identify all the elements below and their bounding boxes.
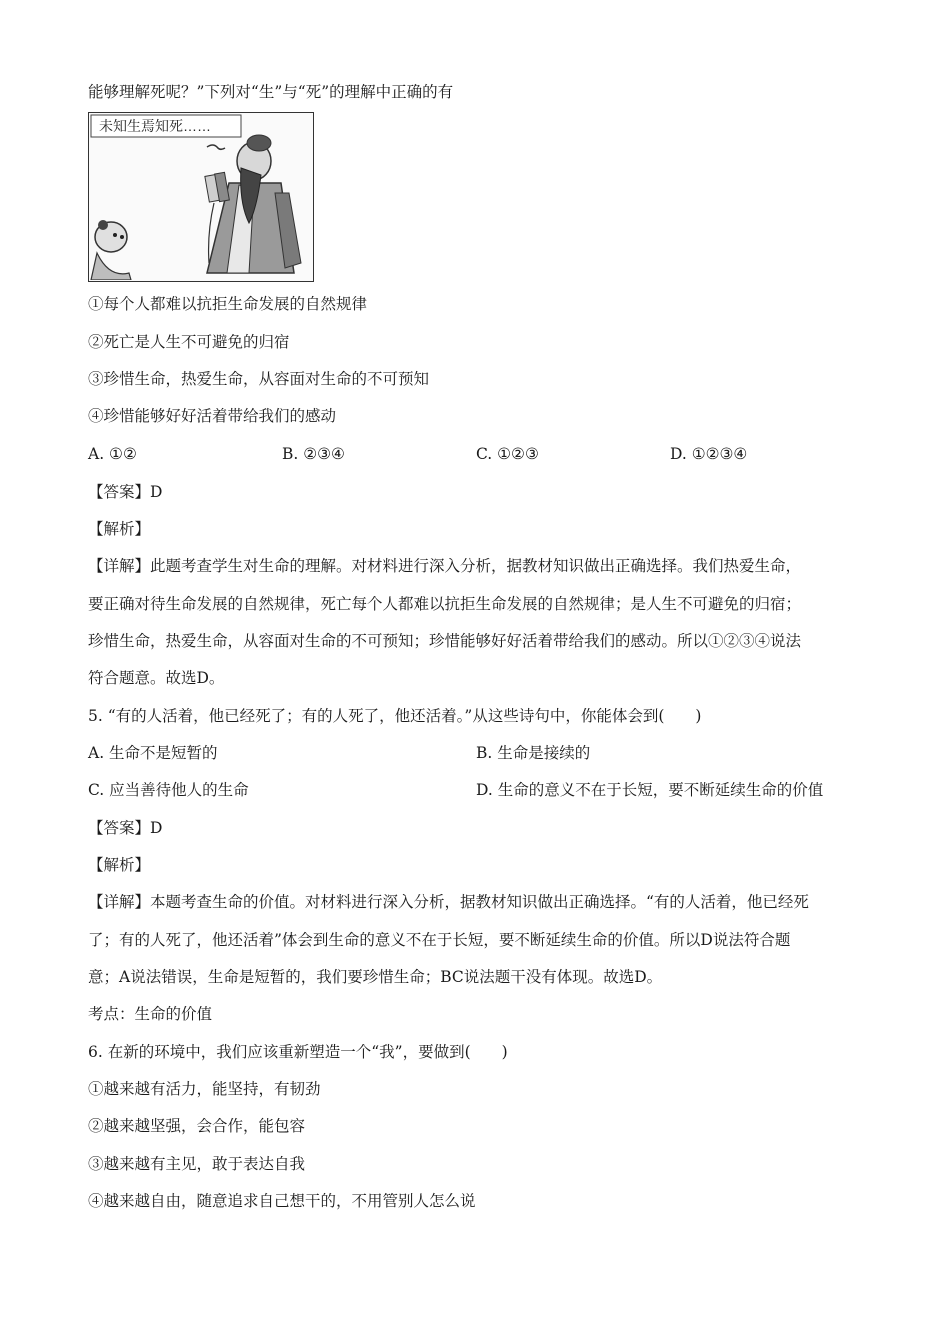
statement-4: ④越来越自由，随意追求自己想干的，不用管别人怎么说 — [88, 1192, 476, 1210]
statement-2: ②越来越坚强，会合作，能包容 — [88, 1117, 306, 1135]
option-b: B. 生命是接续的 — [476, 744, 591, 762]
option-c: C. ①②③ — [476, 445, 539, 463]
detail-line: 【详解】此题考查学生对生命的理解。对材料进行深入分析，据教材知识做出正确选择。我们热爱生命， — [88, 557, 802, 575]
detail-line: 要正确对待生命发展的自然规律，死亡每个人都难以抗拒生命发展的自然规律；是人生不可避免的归宿； — [88, 595, 802, 613]
statement-3: ③珍惜生命，热爱生命，从容面对生命的不可预知 — [88, 370, 430, 388]
question-6-stem: 6. 在新的环境中，我们应该重新塑造一个“我”，要做到( ) — [88, 1043, 508, 1061]
detail-line: 珍惜生命，热爱生命，从容面对生命的不可预知；珍惜能够好好活着带给我们的感动。所以①②③④说法 — [88, 632, 802, 650]
statement-1: ①每个人都难以抗拒生命发展的自然规律 — [88, 295, 368, 313]
analysis-label: 【解析】 — [88, 520, 151, 538]
answer-label: 【答案】D — [88, 819, 163, 837]
option-a: A. 生命不是短暂的 — [88, 744, 218, 762]
detail-line: 了；有的人死了，他还活着”体会到生命的意义不在于长短，要不断延续生命的价值。所以D说法符合题 — [88, 931, 791, 949]
statement-4: ④珍惜能够好好活着带给我们的感动 — [88, 407, 337, 425]
answer-label: 【答案】D — [88, 483, 163, 501]
cartoon-figure — [88, 112, 314, 282]
analysis-label: 【解析】 — [88, 856, 151, 874]
statement-2: ②死亡是人生不可避免的归宿 — [88, 333, 290, 351]
detail-line: 意；A说法错误，生命是短暂的，我们要珍惜生命；BC说法题干没有体现。故选D。 — [88, 968, 663, 986]
question-5-stem: 5. “有的人活着，他已经死了；有的人死了，他还活着。”从这些诗句中，你能体会到( ) — [88, 707, 702, 725]
option-d: D. ①②③④ — [670, 445, 748, 463]
option-c: C. 应当善待他人的生命 — [88, 781, 249, 799]
option-a: A. ①② — [88, 445, 137, 463]
detail-line: 【详解】本题考查生命的价值。对材料进行深入分析，据教材知识做出正确选择。“有的人活着，他已经死 — [88, 893, 809, 911]
figure-caption: 未知生焉知死…… — [99, 118, 211, 134]
option-d: D. 生命的意义不在于长短，要不断延续生命的价值 — [476, 781, 824, 799]
statement-3: ③越来越有主见，敢于表达自我 — [88, 1155, 306, 1173]
confucius-cartoon-icon — [89, 113, 312, 280]
option-b: B. ②③④ — [282, 445, 345, 463]
statement-1: ①越来越有活力，能坚持，有韧劲 — [88, 1080, 321, 1098]
question-continuation: 能够理解死呢？”下列对“生”与“死”的理解中正确的有 — [88, 83, 454, 101]
detail-line: 符合题意。故选D。 — [88, 669, 225, 687]
kaodian-label: 考点：生命的价值 — [88, 1005, 213, 1023]
